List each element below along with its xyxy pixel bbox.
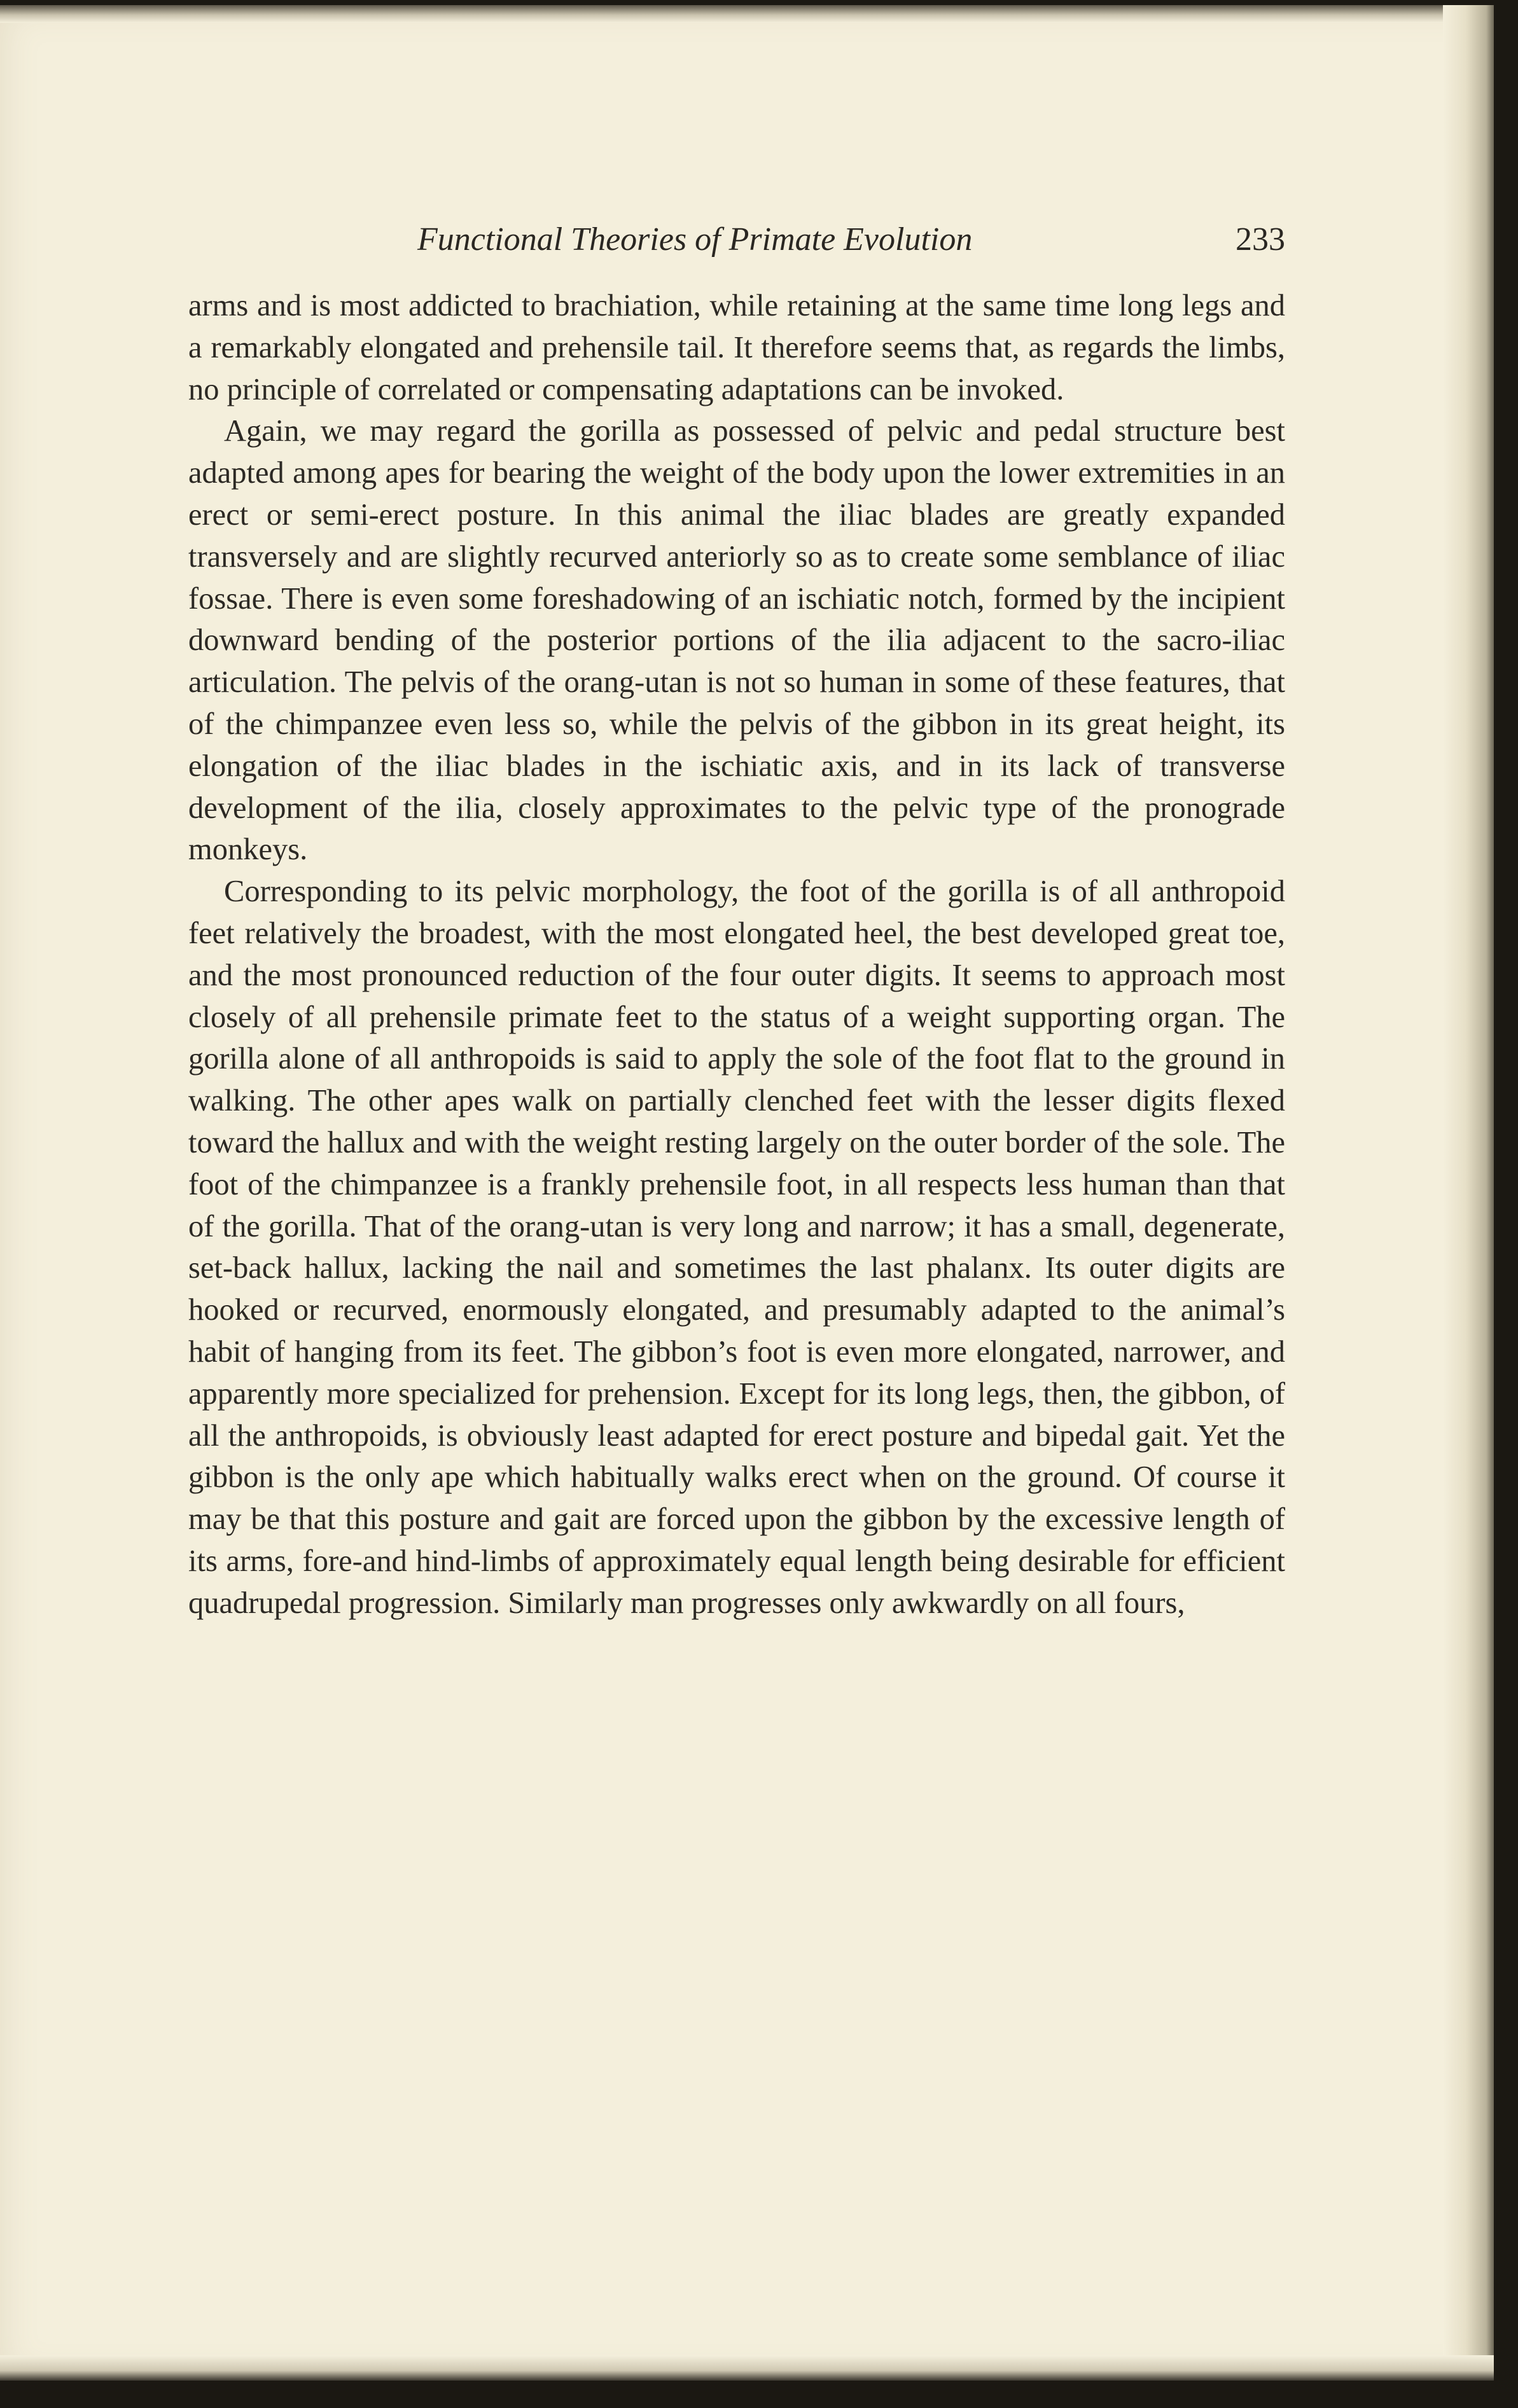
page-number: 233 — [1236, 221, 1285, 258]
running-title: Functional Theories of Primate Evolution — [417, 221, 973, 258]
body-text — [188, 285, 1285, 1624]
book-page — [0, 5, 1494, 2381]
paragraph-continuation: arms and is most addicted to brachiation, while retaining at the same time long legs and a remarkably elongated and prehensile tail. It therefore seems that, as regards the limbs, no principle of correlated or compensating adaptations can be invoked. — [188, 289, 1285, 406]
page-top-edge — [0, 5, 1494, 23]
page-bottom-edge — [0, 2355, 1494, 2381]
paragraph-anthropoid-feet: Corresponding to its pelvic morphology, the foot of the gorilla is of all anthropoid feet relatively the broadest, with the most elongated heel, the best developed great toe, and the most pronounced reduction of the four outer digits. It seems to approach most closely of all prehensile primate feet to the status of a weight supporting organ. The gorilla alone of all anthropoids is said to apply the sole of the foot flat to the ground in walking. The other apes walk on partially clenched feet with the lesser digits flexed toward the hallux and with the weight resting largely on the outer border of the sole. The foot of the chimpanzee is a frankly prehensile foot, in all respects less human than that of the gorilla. That of the orang-utan is very long and narrow; it has a small, degenerate, set-back hallux, lacking the nail and sometimes the last phalanx. Its outer digits are hooked or recurved, enormously elongated, and presumably adapted to the animal’s habit of hanging from its feet. The gibbon’s foot is even more elongated, narrower, and apparently more specialized for prehension. Except for its long legs, then, the gibbon, of all the anthropoids, is obviously least adapted for erect posture and bipedal gait. Yet the gibbon is the only ape which habitually walks erect when on the ground. Of course it may be that this posture and gait are forced upon the gibbon by the excessive length of its arms, fore-and hind-limbs of approximately equal length being desirable for efficient quadrupedal progression. Similarly man progresses only awkwardly on all fours, — [188, 875, 1285, 1620]
page-header — [188, 218, 1285, 262]
page-fore-edge — [1443, 5, 1494, 2381]
paragraph-gorilla-pelvis: Again, we may regard the gorilla as possessed of pelvic and pedal structure best adapted among apes for bearing the weight of the body upon the lower extremities in an erect or semi-erect posture. In this animal the iliac blades are greatly expanded transversely and are slightly recurved anteriorly so as to create some semblance of iliac fossae. There is even some foreshadowing of an ischiatic notch, formed by the incipient downward bending of the posterior portions of the ilia adjacent to the sacro-iliac articulation. The pelvis of the orang-utan is not so human in some of these features, that of the chimpanzee even less so, while the pelvis of the gibbon in its great height, its elongation of the iliac blades in the ischiatic axis, and in its lack of transverse development of the ilia, closely approximates to the pelvic type of the pronograde monkeys. — [188, 414, 1285, 867]
